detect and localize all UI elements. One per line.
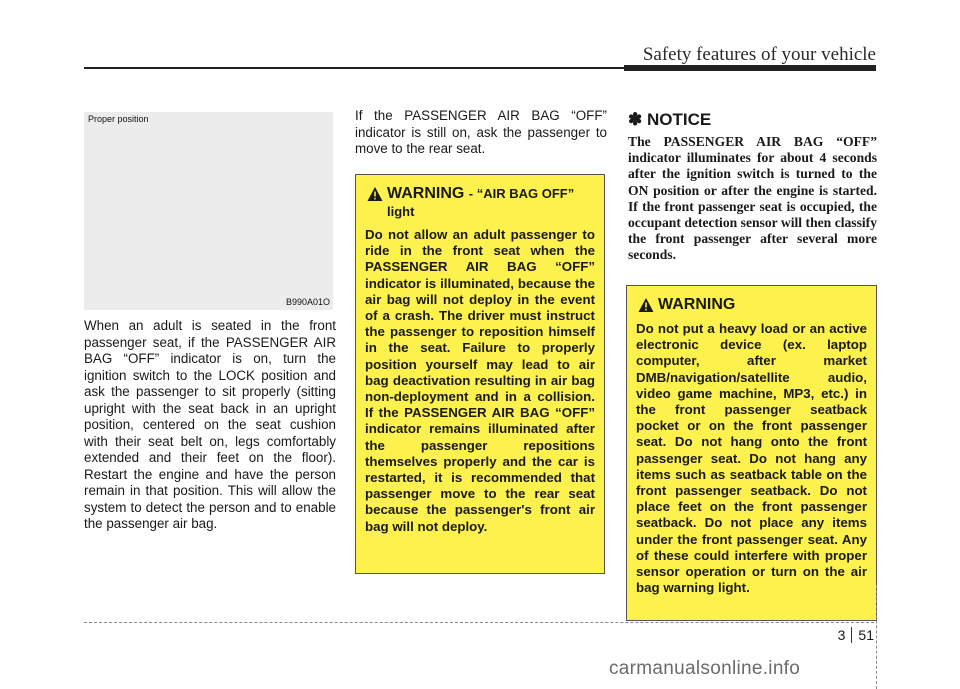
notice-block bbox=[628, 110, 877, 264]
warning-box-airbag-off bbox=[355, 174, 605, 574]
warning-triangle-icon bbox=[638, 297, 654, 313]
section-title: Safety features of your vehicle bbox=[642, 44, 876, 65]
footer-dashed-rule bbox=[84, 622, 874, 623]
chapter-number: 3 bbox=[837, 627, 846, 643]
warning-body: Do not put a heavy load or an active electronic device (ex. laptop computer, after market DMB/navigation/satellite audio, video game machine, MP3, etc.) in the front passenger seatback pocket or on the front passenger seat. Do not hang onto the front passenger seat. Do not hang any items such as seatback table on the front passenger seatback. Do not place feet on the front passenger seatback. Do not place any items under the front passenger seat. Any of these could interfere with proper sensor operation or turn on the air bag warning light. bbox=[636, 321, 867, 596]
warning-heading bbox=[387, 185, 595, 221]
watermark-link[interactable]: carmanualsonline.info bbox=[609, 658, 801, 679]
footer-dashed-vertical bbox=[876, 585, 877, 689]
warning-body: Do not allow an adult passenger to ride in the front seat when the PASSENGER AIR BAG “OFF” indicator is illuminated, because the air bag will not deploy in the event of a crash. The driver must instruct the passenger to reposition himself in the seat. Failure to properly position yourself may lead to air bag deactivation resulting in air bag non-deployment and in a collision. If the PASSENGER AIR BAG “OFF” indicator remains illuminated after the passenger repositions themselves properly and the car is restarted, it is recommended that passenger move to the rear seat because the passenger's front air bag will not deploy. bbox=[365, 227, 595, 534]
figure-image bbox=[84, 112, 333, 310]
warning-title: WARNING bbox=[387, 185, 465, 202]
notice-body: The PASSENGER AIR BAG “OFF” indicator illuminates for about 4 seconds after the ignition switch is turned to the ON position or after the engine is started. If the front passenger seat is occupied, the occupant detection sensor will then classify the front passenger after several more seconds. bbox=[628, 134, 877, 263]
column2-paragraph: If the PASSENGER AIR BAG “OFF” indicator is still on, ask the passenger to move to the rear seat. bbox=[355, 108, 607, 156]
warning-header bbox=[367, 185, 595, 221]
warning-title: WARNING bbox=[658, 296, 736, 313]
column1-paragraph: When an adult is seated in the front passenger seat, if the PASSENGER AIR BAG “OFF” indicator is on, turn the ignition switch to the LOCK position and ask the passenger to sit properly (sitting upright with the seat back in an upright position, centered on the seat cushion with their seat belt on, legs comfortably extended and their feet on the floor). Restart the engine and have the person remain in that position. This will allow the system to detect the person and to enable the passenger air bag. bbox=[84, 318, 336, 531]
warning-header bbox=[638, 296, 867, 313]
warning-triangle-icon bbox=[367, 186, 383, 202]
page-number bbox=[838, 627, 874, 643]
figure-code: B990A01O bbox=[285, 297, 330, 307]
header-rule-accent bbox=[624, 65, 876, 71]
notice-title: ✽ NOTICE bbox=[628, 110, 712, 129]
figure-caption: Proper position bbox=[88, 114, 149, 124]
warning-box-heavy-load bbox=[626, 285, 877, 621]
page-number-value: 51 bbox=[858, 627, 874, 643]
warning-subtitle: - “AIR BAG OFF” light bbox=[387, 186, 575, 219]
page-number-divider bbox=[851, 627, 852, 643]
